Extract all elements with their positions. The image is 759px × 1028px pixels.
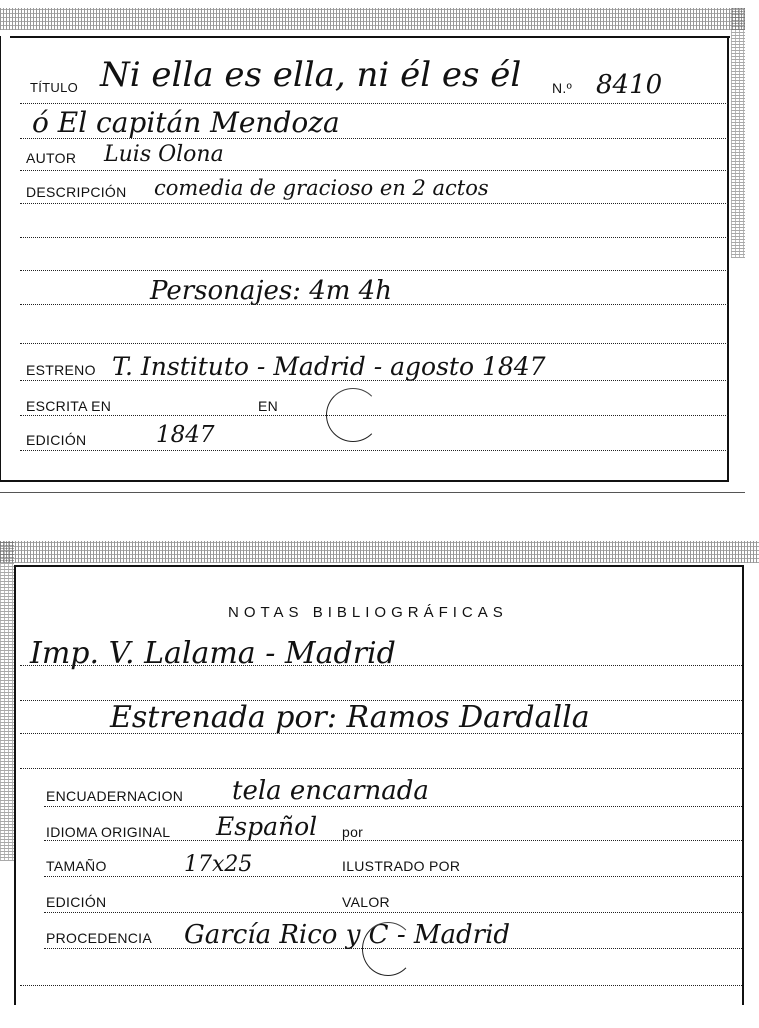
handwritten-descripcion: comedia de gracioso en 2 actos <box>154 176 489 200</box>
line <box>20 170 728 171</box>
handwritten-tamano: 17x25 <box>184 852 253 877</box>
label-edicion: EDICIÓN <box>26 432 87 448</box>
handwritten-edicion: 1847 <box>156 422 215 448</box>
heading-notas-bibliograficas: NOTAS BIBLIOGRÁFICAS <box>228 604 508 621</box>
card-border-bottom <box>0 480 729 482</box>
handwritten-titulo-line2: ó El capitán Mendoza <box>32 106 340 139</box>
label-escrita-en: ESCRITA EN <box>26 398 112 414</box>
scan-noise-top <box>0 541 759 563</box>
card-border-right <box>742 565 744 1005</box>
handwritten-nota2: Estrenada por: Ramos Dardalla <box>110 700 590 735</box>
scan-noise-top <box>0 8 745 30</box>
card-border-top <box>10 36 730 38</box>
label-valor: VALOR <box>342 894 390 910</box>
line <box>20 343 728 344</box>
line <box>20 237 728 238</box>
scan-noise-right <box>731 8 745 258</box>
card-border-left <box>14 565 16 1005</box>
line <box>20 450 728 451</box>
label-en: EN <box>258 398 279 414</box>
label-estreno: ESTRENO <box>26 362 96 378</box>
handwritten-idioma: Español <box>216 812 318 841</box>
line <box>44 876 742 877</box>
handwritten-encuadernacion: tela encarnada <box>232 776 429 806</box>
punch-hole-mark <box>326 388 380 442</box>
line <box>44 806 742 807</box>
line <box>44 840 742 841</box>
line <box>44 912 742 913</box>
line <box>20 203 728 204</box>
scan-noise-left <box>0 541 14 861</box>
label-numero: N.º <box>552 80 573 96</box>
line <box>20 985 742 986</box>
handwritten-nota1: Imp. V. Lalama - Madrid <box>30 636 396 671</box>
handwritten-titulo-line1: Ni ella es ella, ni él es él <box>100 55 522 95</box>
card-border-left <box>0 36 1 480</box>
handwritten-procedencia: García Rico y C - Madrid <box>184 920 511 950</box>
label-tamano: TAMAÑO <box>46 858 107 874</box>
label-procedencia: PROCEDENCIA <box>46 930 152 946</box>
line <box>20 768 742 769</box>
handwritten-numero: 8410 <box>596 70 663 100</box>
handwritten-estreno: T. Instituto - Madrid - agosto 1847 <box>112 352 546 381</box>
handwritten-autor: Luis Olona <box>104 142 224 167</box>
card-separator <box>0 492 745 493</box>
label-autor: AUTOR <box>26 150 77 166</box>
line <box>20 270 728 271</box>
line <box>20 103 728 104</box>
handwritten-personajes: Personajes: 4m 4h <box>150 276 392 306</box>
label-titulo: TÍTULO <box>30 80 79 95</box>
card-border-top <box>14 565 744 567</box>
label-encuadernacion: ENCUADERNACION <box>46 788 184 804</box>
label-descripcion: DESCRIPCIÓN <box>26 184 127 200</box>
label-edicion-2: EDICIÓN <box>46 894 107 910</box>
punch-hole-mark <box>362 922 414 976</box>
label-idioma-original: IDIOMA ORIGINAL <box>46 824 171 840</box>
label-ilustrado-por: ILUSTRADO POR <box>342 858 461 874</box>
label-por: por <box>342 824 364 840</box>
